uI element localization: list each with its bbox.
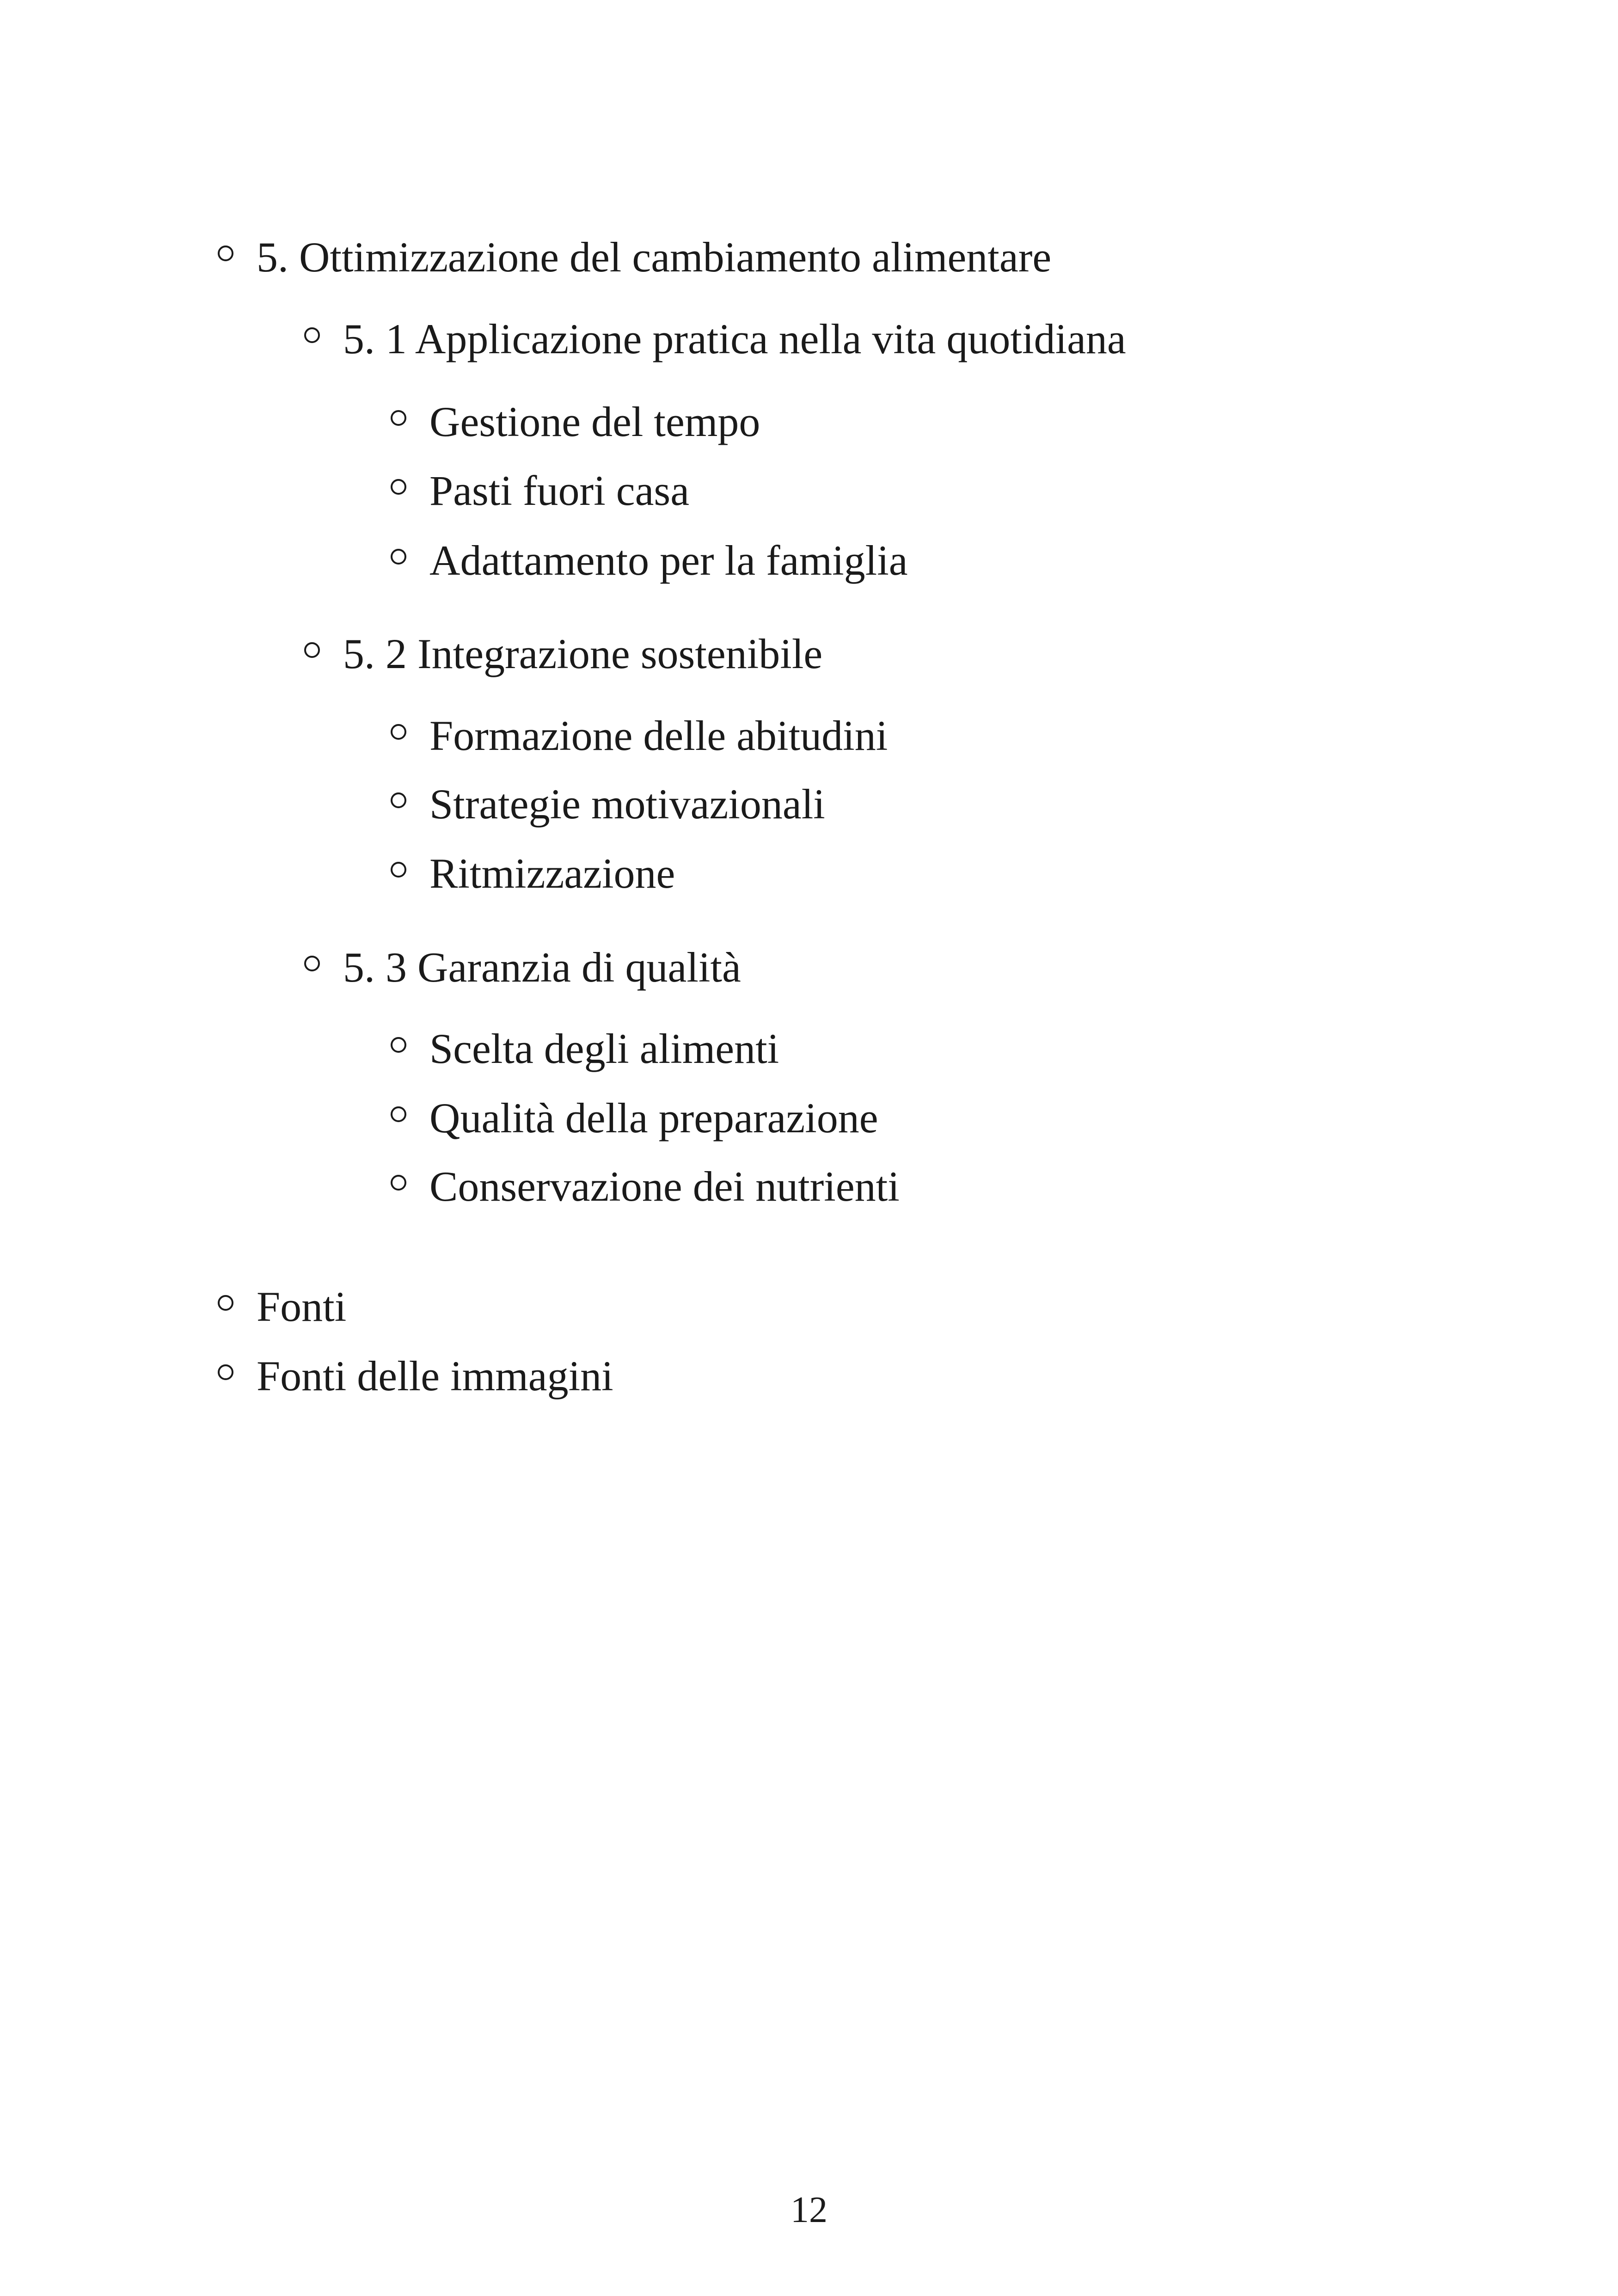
toc-entry-strategie-motivazionali[interactable]: Strategie motivazionali [429,780,825,828]
bullet-icon [304,956,320,971]
bullet-icon [391,724,406,740]
bullet-icon [218,1295,233,1311]
toc-entry-scelta-alimenti[interactable]: Scelta degli alimenti [429,1025,779,1072]
bullet-icon [391,549,406,565]
page-number: 12 [791,2190,827,2230]
bullet-icon [391,479,406,495]
toc-entry-conservazione-nutrienti[interactable]: Conservazione dei nutrienti [429,1163,900,1210]
toc-entry-fonti-immagini[interactable]: Fonti delle immagini [257,1352,613,1400]
toc-entry-section-5-1[interactable]: 5. 1 Applicazione pratica nella vita quotidiana [343,315,1126,362]
bullet-icon [218,246,233,261]
toc-entry-fonti[interactable]: Fonti [257,1283,347,1330]
bullet-icon [304,642,320,658]
bullet-icon [391,862,406,878]
toc-entry-section-5-3[interactable]: 5. 3 Garanzia di qualità [343,944,741,991]
toc-entry-adattamento-famiglia[interactable]: Adattamento per la famiglia [429,537,908,584]
bullet-icon [218,1364,233,1380]
toc-entry-ritmizzazione[interactable]: Ritmizzazione [429,850,675,897]
toc-entry-formazione-abitudini[interactable]: Formazione delle abitudini [429,712,888,759]
bullet-icon [391,1037,406,1053]
toc-entry-section-5[interactable]: 5. Ottimizzazione del cambiamento alimentare [257,233,1052,281]
bullet-icon [304,327,320,343]
bullet-icon [391,1106,406,1122]
toc-entry-gestione-tempo[interactable]: Gestione del tempo [429,398,760,445]
bullet-icon [391,410,406,426]
toc-entry-qualita-preparazione[interactable]: Qualità della preparazione [429,1094,878,1142]
toc-entry-pasti-fuori-casa[interactable]: Pasti fuori casa [429,467,690,514]
bullet-icon [391,1175,406,1191]
toc-entry-section-5-2[interactable]: 5. 2 Integrazione sostenibile [343,630,823,677]
bullet-icon [391,792,406,808]
